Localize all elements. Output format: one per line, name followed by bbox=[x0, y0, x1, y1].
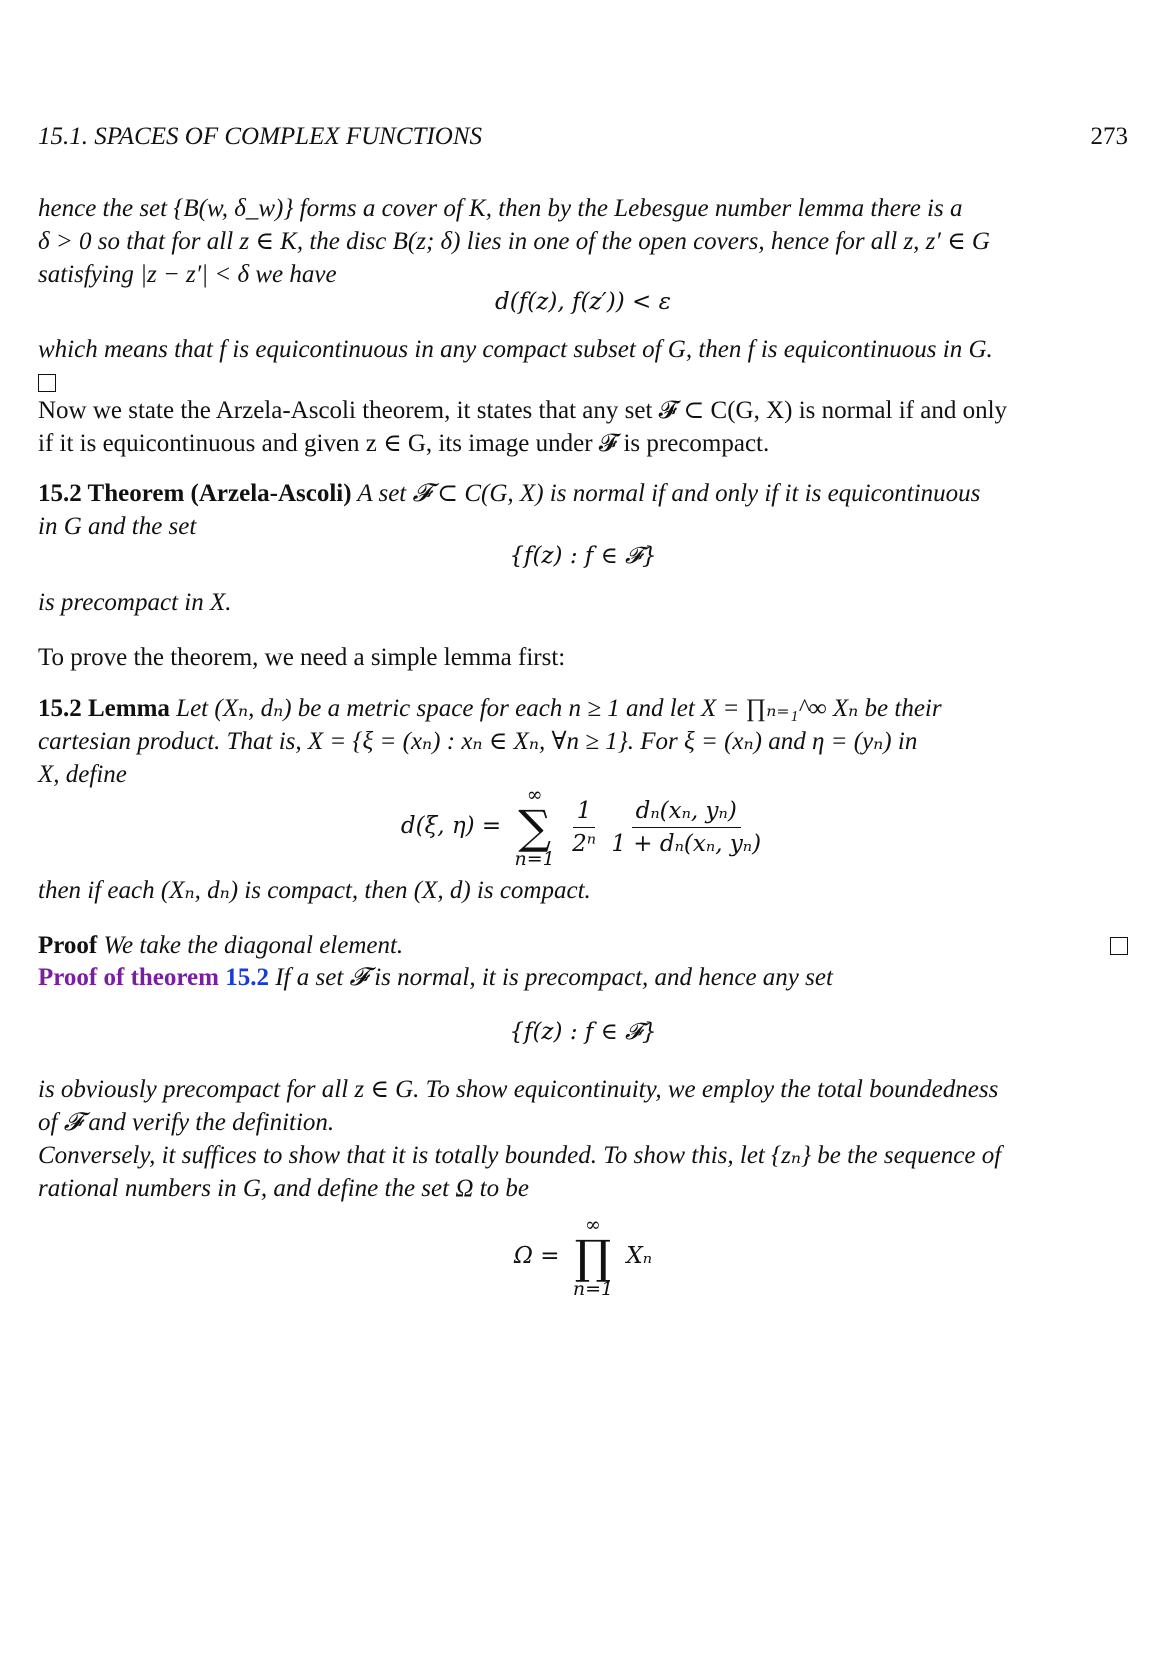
proof-of-theorem-link[interactable]: Proof of theorem bbox=[38, 964, 219, 991]
fraction: $\frac{1}{\text{2ⁿ}}$ bbox=[568, 795, 600, 860]
section-title: 15.1. SPACES OF COMPLEX FUNCTIONS bbox=[38, 123, 482, 150]
lemma-text: cartesian product. That is, X = {ξ = (xₙ) : xₙ ∈ Xₙ, ∀n ≥ 1}. For ξ = (xₙ) and η = (yₙ) in bbox=[38, 728, 918, 755]
product-operator: ∞ ∏ n=1 bbox=[572, 1214, 614, 1300]
theorem-equation: {f(z) : f ∈ 𝓕} bbox=[509, 543, 657, 569]
lemma-block bbox=[38, 692, 1128, 791]
theorem-text: in G and the set bbox=[38, 513, 197, 540]
lemma-text: X, define bbox=[38, 761, 127, 788]
qed-symbol bbox=[1110, 937, 1128, 955]
text-line: rational numbers in G, and define the set Ω to be bbox=[38, 1175, 529, 1202]
text-line: which means that f is equicontinuous in any compact subset of G, then f is equicontinuous in G. bbox=[38, 336, 993, 363]
theorem-label: 15.2 Theorem (Arzela-Ascoli) bbox=[38, 480, 352, 507]
proof-text: We take the diagonal element. bbox=[103, 932, 404, 959]
paragraph-lemma-intro: To prove the theorem, we need a simple lemma first: bbox=[38, 644, 566, 671]
proof-block bbox=[38, 929, 1128, 962]
proof-theorem-block bbox=[38, 961, 1128, 994]
paragraph-continuation bbox=[38, 192, 1128, 291]
theorem-text: A set 𝓕 ⊂ C(G, X) is normal if and only if it is equicontinuous bbox=[357, 480, 981, 507]
running-header bbox=[38, 120, 1128, 153]
lemma-equation bbox=[38, 785, 1128, 869]
theorem-ref-link[interactable]: 15.2 bbox=[225, 964, 269, 991]
text-line: Now we state the Arzela-Ascoli theorem, it states that any set 𝓕 ⊂ C(G, X) is normal if and only bbox=[38, 397, 1008, 424]
proof-text: If a set 𝓕 is normal, it is precompact, and hence any set bbox=[275, 964, 833, 991]
equation-lhs: d(ξ, η) = bbox=[400, 813, 502, 839]
theorem-block bbox=[38, 477, 1128, 543]
text-line: Conversely, it suffices to show that it is totally bounded. To show this, let {zₙ} be the sequence of bbox=[38, 1142, 1002, 1169]
text-line: if it is equicontinuous and given z ∈ G, its image under 𝓕 is precompact. bbox=[38, 430, 770, 457]
lemma-label: 15.2 Lemma bbox=[38, 695, 170, 722]
paragraph-equicontinuity bbox=[38, 333, 1128, 399]
text-line: δ > 0 so that for all z ∈ K, the disc B(z; δ) lies in one of the open covers, hence for all z, z′ ∈ G bbox=[38, 228, 990, 255]
text-line: is obviously precompact for all z ∈ G. To show equicontinuity, we employ the total boundedness bbox=[38, 1076, 999, 1103]
lemma-conclusion: then if each (Xₙ, dₙ) is compact, then (X, d) is compact. bbox=[38, 877, 591, 904]
sum-operator: ∞ ∑ n=1 bbox=[514, 784, 555, 870]
omega-equation bbox=[38, 1215, 1128, 1299]
text-line: of 𝓕 and verify the definition. bbox=[38, 1109, 335, 1136]
equation-lhs: Ω = bbox=[513, 1243, 560, 1269]
proof-equation: {f(z) : f ∈ 𝓕} bbox=[509, 1019, 657, 1045]
theorem-text: is precompact in X. bbox=[38, 589, 232, 616]
proof-paragraph bbox=[38, 1073, 1128, 1205]
equation-rhs: Xₙ bbox=[626, 1243, 653, 1269]
page-number: 273 bbox=[1090, 123, 1128, 150]
text-line: satisfying |z − z′| < δ we have bbox=[38, 261, 337, 288]
fraction: $\frac{\text{dₙ(xₙ, yₙ)}}{\text{1 + dₙ(xₙ, yₙ)}}$ bbox=[607, 795, 765, 860]
equation-inequality: d(f(z), f(z′)) < ε bbox=[495, 289, 671, 315]
text-line: hence the set {B(w, δ_w)} forms a cover of K, then by the Lebesgue number lemma there is a bbox=[38, 195, 963, 222]
paragraph-arzela-intro bbox=[38, 394, 1128, 460]
proof-label: Proof bbox=[38, 932, 98, 959]
lemma-text: Let (Xₙ, dₙ) be a metric space for each n ≥ 1 and let X = ∏ₙ₌₁^∞ Xₙ be their bbox=[176, 695, 942, 722]
